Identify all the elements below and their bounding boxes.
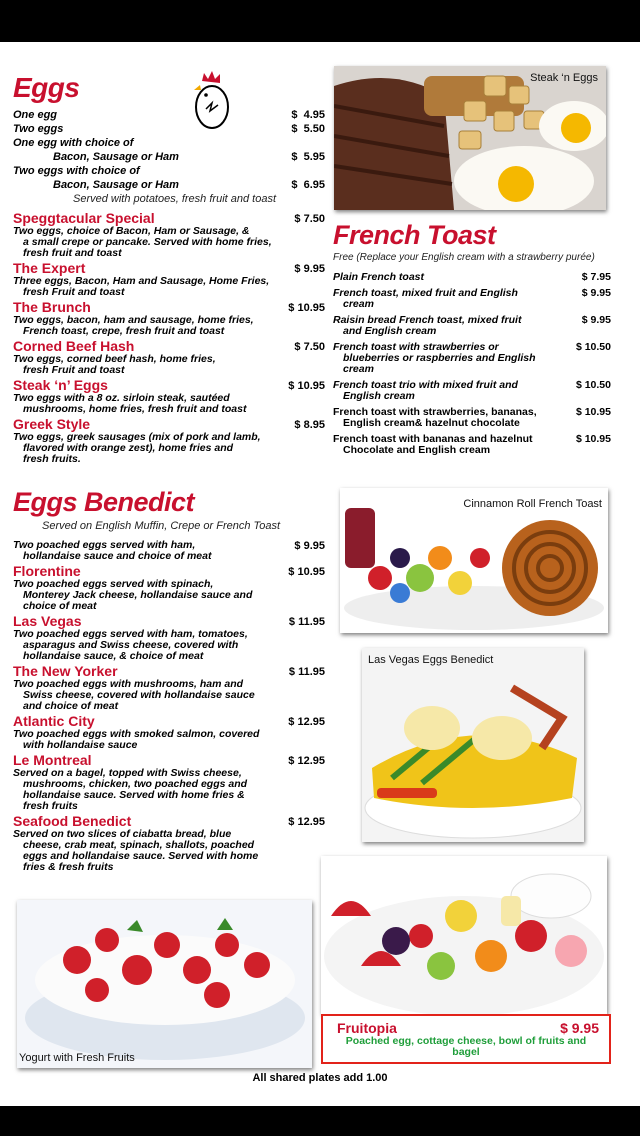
benedict-heading: Eggs Benedict (13, 487, 195, 517)
ft-item: French toast trio with mixed fruit and English cream $ 10.50 (333, 379, 611, 402)
item-desc: Two eggs, corned beef hash, home fries, fresh Fruit and toast (13, 353, 216, 376)
item-desc: Two eggs, greek sausages (mix of pork and lamb, flavored with orange zest), home fries and fresh fruits. (13, 431, 261, 465)
menu-item (13, 713, 325, 751)
item-desc: Two poached eggs served with ham, tomatoes, asparagus and Swiss cheese, covered with hollandaise sauce, & choice of meat (13, 628, 248, 662)
steak-eggs-photo (334, 66, 606, 210)
menu-item (13, 563, 325, 612)
egg-row: Bacon, Sausage or Ham $ 5.95 (53, 151, 325, 163)
french-toast-note: Free (Replace your English cream with a strawberry purée) (333, 252, 595, 263)
menu-item (13, 663, 325, 712)
las-vegas-photo (362, 648, 584, 842)
item-name: The New Yorker $ 11.95 (13, 663, 325, 679)
item-name: The Expert $ 9.95 (13, 260, 325, 276)
item-name: Florentine $ 10.95 (13, 563, 325, 579)
egg-row: One egg $ 4.95 (13, 109, 325, 121)
menu-item: Two poached eggs served with ham, hollandaise sauce and choice of meat $ 9.95 (13, 539, 325, 562)
benedict-list (13, 540, 325, 873)
ft-item: Plain French toast $ 7.95 (333, 271, 611, 283)
item-desc: Two poached eggs with mushrooms, ham and Swiss cheese, covered with hollandaise sauce and choice of meat (13, 678, 255, 712)
eggs-served-note: Served with potatoes, fresh fruit and toast (73, 193, 277, 205)
fruitopia-desc: Poached egg, cottage cheese, bowl of fruits and bagel (345, 1035, 587, 1058)
item-desc: Two eggs, bacon, ham and sausage, home fries, French toast, crepe, fresh fruit and toast (13, 314, 254, 337)
item-desc: Served on two slices of ciabatta bread, blue cheese, crab meat, spinach, shallots, poached eggs and hollandaise sauce. Served with home fries & fresh fruits (13, 828, 259, 873)
steak-eggs-image (334, 66, 606, 210)
yogurt-photo (17, 900, 312, 1068)
fruitopia-box (321, 1014, 611, 1064)
french-toast-list (333, 272, 611, 461)
eggs-basic-list (13, 108, 325, 206)
menu-item (13, 377, 325, 415)
menu-item (13, 752, 325, 812)
menu-item (13, 813, 325, 873)
steak-photo-label: Steak ‘n Eggs (530, 72, 598, 84)
item-desc: Three eggs, Bacon, Ham and Sausage, Home Fries, fresh Fruit and toast (13, 275, 270, 298)
yogurt-photo-label: Yogurt with Fresh Fruits (19, 1052, 135, 1064)
item-desc: Two poached eggs served with ham, hollandaise sauce and choice of meat (13, 539, 212, 562)
menu-item (13, 338, 325, 376)
egg-specials (13, 210, 325, 465)
cinnamon-roll-photo (340, 488, 608, 633)
item-name: Le Montreal $ 12.95 (13, 752, 325, 768)
item-desc: Served on a bagel, topped with Swiss cheese, mushrooms, chicken, two poached eggs and hollandaise sauce. Served with home fries & fresh fruits (13, 767, 248, 812)
item-name: The Brunch $ 10.95 (13, 299, 325, 315)
las-vegas-image (362, 648, 584, 842)
item-name: Corned Beef Hash $ 7.50 (13, 338, 325, 354)
menu-item (13, 416, 325, 465)
fruitopia-image (321, 856, 607, 1014)
ft-item: French toast, mixed fruit and English cream $ 9.95 (333, 287, 611, 310)
french-toast-heading: French Toast (333, 220, 496, 250)
ft-item: French toast with bananas and hazelnut Chocolate and English cream $ 10.95 (333, 433, 611, 456)
menu-item (13, 613, 325, 662)
fruitopia-name: Fruitopia (337, 1020, 397, 1036)
fruitopia-photo (321, 856, 607, 1014)
ft-item: French toast with strawberries or blueberries or raspberries and English cream $ 10.50 (333, 341, 611, 375)
item-name: Speggtacular Special $ 7.50 (13, 210, 325, 226)
fruitopia-price: $ 9.95 (560, 1020, 599, 1036)
shared-plates-note: All shared plates add 1.00 (252, 1072, 388, 1084)
item-name: Greek Style $ 8.95 (13, 416, 325, 432)
egg-row: Bacon, Sausage or Ham $ 6.95 (53, 179, 325, 191)
cinnamon-photo-label: Cinnamon Roll French Toast (463, 498, 602, 510)
item-name: Atlantic City $ 12.95 (13, 713, 325, 729)
bottom-bar (0, 1106, 640, 1136)
menu-item (13, 260, 325, 298)
egg-row: One egg with choice of (13, 137, 134, 149)
item-desc: Two poached eggs with smoked salmon, covered with hollandaise sauce (13, 728, 260, 751)
menu-item (13, 299, 325, 337)
benedict-subtitle: Served on English Muffin, Crepe or French Toast (42, 520, 281, 532)
item-desc: Two poached eggs served with spinach, Monterey Jack cheese, hollandaise sauce and choice of meat (13, 578, 253, 612)
egg-row: Two eggs $ 5.50 (13, 123, 325, 135)
eggs-heading: Eggs (13, 72, 80, 103)
item-desc: Two eggs, choice of Bacon, Ham or Sausage, & a small crepe or pancake. Served with home fries, fresh fruit and toast (13, 225, 272, 259)
item-name: Seafood Benedict $ 12.95 (13, 813, 325, 829)
menu-page (0, 42, 640, 1106)
ft-item: French toast with strawberries, bananas, English cream& hazelnut chocolate $ 10.95 (333, 406, 611, 429)
item-name: Las Vegas $ 11.95 (13, 613, 325, 629)
yogurt-image (17, 900, 312, 1068)
item-desc: Two eggs with a 8 oz. sirloin steak, sautéed mushrooms, home fries, fresh fruit and toast (13, 392, 247, 415)
egg-row: Two eggs with choice of (13, 165, 140, 177)
item-name: Steak ‘n’ Eggs $ 10.95 (13, 377, 325, 393)
ft-item: Raisin bread French toast, mixed fruit and English cream $ 9.95 (333, 314, 611, 337)
vegas-photo-label: Las Vegas Eggs Benedict (368, 654, 494, 666)
menu-item (13, 210, 325, 259)
